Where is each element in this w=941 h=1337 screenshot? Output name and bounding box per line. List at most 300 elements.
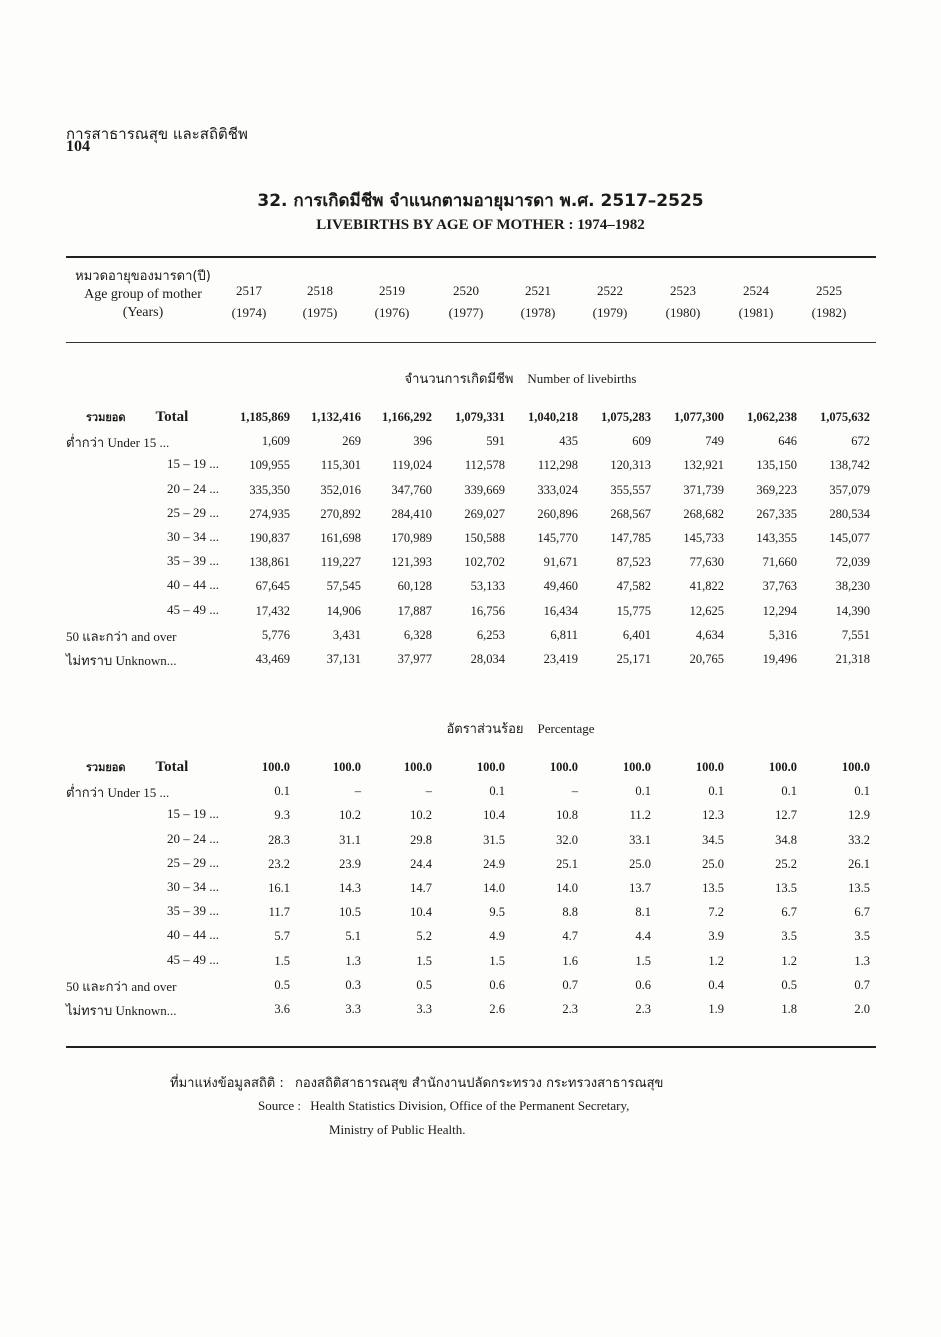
column-year-ce: (1980)	[665, 305, 701, 320]
table-cell: 20,765	[689, 652, 724, 666]
table-cell: 135,150	[756, 458, 797, 473]
row-label	[66, 650, 231, 671]
table-cell: 6,811	[550, 627, 578, 642]
table-cell: 34.8	[775, 832, 797, 847]
row-label-age: 30 – 34 ...	[167, 529, 219, 544]
table-cell: 14.0	[483, 881, 505, 895]
table-cell: 347,760	[391, 482, 432, 497]
column-year-be: 2523	[670, 283, 696, 298]
table-cell: 37,977	[397, 652, 432, 666]
table-cell: 60,128	[397, 579, 432, 594]
table-cell: 28.3	[268, 832, 290, 847]
row-label	[66, 626, 231, 647]
page-number: 104	[66, 138, 90, 155]
table-cell: –	[354, 784, 361, 799]
section-title-thai: จำนวนการเกิดมีชีพ	[404, 372, 514, 387]
table-cell: 339,669	[464, 482, 505, 497]
table-cell: 591	[486, 434, 505, 449]
source-thai	[170, 1072, 663, 1093]
table-cell: 25.1	[556, 856, 578, 871]
table-cell: 1,062,238	[747, 410, 797, 424]
column-header	[575, 280, 645, 324]
row-label-thai: ต่ำกว่า	[66, 786, 105, 802]
table-cell: 23,419	[543, 652, 578, 666]
stub-header-english: Age group of mother	[84, 287, 202, 302]
row-label-english: and over	[131, 628, 177, 644]
row-label-thai: รวมยอด	[86, 411, 126, 424]
header-rule	[66, 342, 876, 343]
column-year-ce: (1981)	[738, 305, 774, 320]
table-cell: 1.8	[781, 1002, 797, 1016]
table-cell: 147,785	[610, 531, 651, 545]
table-cell: 13.5	[848, 881, 870, 895]
row-label-age: 40 – 44 ...	[167, 927, 219, 943]
row-label	[66, 903, 231, 919]
table-cell: 5.2	[416, 929, 432, 944]
table-cell: 34.5	[702, 832, 724, 847]
row-label	[66, 831, 231, 847]
table-cell: 11.2	[629, 808, 651, 823]
row-label-thai: รวมยอด	[86, 761, 126, 774]
row-label	[66, 806, 231, 822]
row-label	[66, 577, 231, 593]
row-label	[66, 952, 231, 968]
table-cell: 352,016	[320, 482, 361, 497]
table-cell: 17,887	[397, 603, 432, 618]
table-cell: 646	[778, 434, 797, 449]
table-cell: 10.4	[410, 905, 432, 920]
table-cell: 100.0	[768, 760, 797, 774]
table-cell: 1.5	[416, 953, 432, 968]
table-cell: 13.7	[629, 881, 651, 895]
row-label-english: and over	[131, 978, 177, 994]
table-cell: 190,837	[249, 531, 290, 545]
table-cell: 11.7	[268, 905, 290, 920]
table-cell: 100.0	[695, 760, 724, 774]
table-cell: 41,822	[689, 579, 724, 594]
table-cell: 1,040,218	[528, 410, 578, 424]
table-cell: 102,702	[464, 555, 505, 570]
column-header	[648, 280, 718, 324]
column-year-be: 2521	[525, 283, 551, 298]
table-cell: 9.5	[489, 905, 505, 920]
table-cell: 145,077	[829, 531, 870, 545]
section-title-percentage	[0, 718, 941, 739]
table-cell: 100.0	[549, 760, 578, 774]
column-header	[214, 280, 284, 324]
table-title-english: LIVEBIRTHS BY AGE OF MOTHER : 1974–1982	[316, 217, 645, 233]
table-cell: 269,027	[464, 506, 505, 521]
table-cell: 7,551	[841, 627, 870, 642]
table-cell: 12.3	[702, 808, 724, 823]
table-cell: 4.7	[562, 929, 578, 944]
section-title-english: Percentage	[537, 721, 595, 736]
table-cell: 1.2	[708, 953, 724, 968]
table-cell: 0.3	[345, 977, 361, 992]
table-cell: 1.5	[635, 953, 651, 968]
table-cell: 0.5	[781, 977, 797, 992]
table-cell: 16,756	[470, 603, 505, 618]
table-cell: 72,039	[835, 555, 870, 570]
table-cell: 13.5	[702, 881, 724, 895]
column-year-ce: (1979)	[592, 305, 628, 320]
table-cell: 100.0	[622, 760, 651, 774]
column-header	[794, 280, 864, 324]
table-cell: 4,634	[695, 627, 724, 642]
table-cell: 67,645	[255, 579, 290, 594]
table-cell: 21,318	[835, 652, 870, 666]
table-cell: 1,132,416	[311, 410, 361, 424]
table-cell: 150,588	[464, 531, 505, 545]
table-cell: 17,432	[255, 603, 290, 618]
table-cell: 8.8	[562, 905, 578, 920]
column-header	[357, 280, 427, 324]
table-cell: 0.6	[635, 977, 651, 992]
table-cell: 145,770	[537, 531, 578, 545]
table-cell: 1,077,300	[674, 410, 724, 424]
table-cell: 1.6	[562, 953, 578, 968]
row-label	[66, 602, 231, 618]
table-cell: 29.8	[410, 832, 432, 847]
table-cell: 71,660	[762, 555, 797, 570]
table-cell: 0.1	[635, 784, 651, 799]
table-cell: 3.3	[416, 1002, 432, 1016]
table-cell: 25.2	[775, 856, 797, 871]
table-cell: 268,567	[610, 506, 651, 521]
table-cell: 7.2	[708, 905, 724, 920]
table-cell: 274,935	[249, 506, 290, 521]
row-label-age: 40 – 44 ...	[167, 577, 219, 593]
table-cell: 0.5	[274, 977, 290, 992]
table-cell: 119,024	[391, 458, 432, 473]
table-cell: 115,301	[320, 458, 361, 473]
row-label	[66, 408, 231, 426]
column-header	[431, 280, 501, 324]
table-cell: 10.2	[410, 808, 432, 823]
column-year-be: 2525	[816, 283, 842, 298]
row-label-prefix: 50	[66, 628, 79, 644]
row-label-english: Under 15 ...	[107, 435, 170, 451]
table-cell: 120,313	[610, 458, 651, 473]
table-cell: 609	[632, 434, 651, 449]
table-cell: 47,582	[616, 579, 651, 594]
table-cell: 0.1	[274, 784, 290, 799]
table-cell: 37,131	[326, 652, 361, 666]
table-cell: 14.3	[339, 881, 361, 895]
stub-header-thai: หมวดอายุของมารดา(ปี)	[75, 269, 211, 284]
table-cell: 357,079	[829, 482, 870, 497]
row-label-english: Total	[155, 409, 189, 425]
row-label-age: 35 – 39 ...	[167, 553, 219, 569]
row-label-thai: ไม่ทราบ	[66, 654, 113, 669]
row-label	[66, 456, 231, 472]
table-cell: 0.4	[708, 977, 724, 992]
table-cell: 138,861	[249, 555, 290, 570]
table-cell: 33.2	[848, 832, 870, 847]
table-cell: 260,896	[537, 506, 578, 521]
table-cell: 0.5	[416, 977, 432, 992]
table-cell: 14,906	[326, 603, 361, 618]
section-title-thai: อัตราส่วนร้อย	[446, 722, 524, 737]
table-cell: 1.3	[854, 953, 870, 968]
table-cell: 25.0	[629, 856, 651, 871]
column-year-be: 2517	[236, 283, 262, 298]
row-label	[66, 432, 231, 453]
table-cell: 284,410	[391, 506, 432, 521]
row-label	[66, 879, 231, 895]
table-cell: 10.8	[556, 808, 578, 823]
table-cell: 268,682	[683, 506, 724, 521]
table-cell: 0.7	[854, 977, 870, 992]
table-cell: 31.1	[339, 832, 361, 847]
source-line-1: Health Statistics Division, Office of the Permanent Secretary,	[310, 1098, 630, 1113]
top-rule	[66, 256, 876, 258]
table-cell: 100.0	[261, 760, 290, 774]
table-cell: 31.5	[483, 832, 505, 847]
table-cell: 10.4	[483, 808, 505, 823]
table-cell: 77,630	[689, 555, 724, 570]
row-label-age: 20 – 24 ...	[167, 480, 219, 496]
table-cell: 1,609	[261, 434, 290, 449]
table-cell: –	[571, 784, 578, 799]
table-cell: 1,075,632	[820, 410, 870, 424]
table-cell: 16,434	[543, 603, 578, 618]
table-cell: 100.0	[476, 760, 505, 774]
row-label	[66, 553, 231, 569]
table-cell: 9.3	[274, 808, 290, 823]
table-cell: 24.4	[410, 856, 432, 871]
source-line-2: Ministry of Public Health.	[329, 1122, 466, 1137]
row-label	[66, 481, 231, 497]
section-title-livebirths	[0, 368, 941, 389]
table-cell: 24.9	[483, 856, 505, 871]
table-cell: 12,625	[689, 603, 724, 618]
table-cell: 87,523	[616, 555, 651, 570]
table-cell: 0.1	[489, 784, 505, 799]
table-cell: 6.7	[781, 905, 797, 920]
table-cell: 1,185,869	[240, 410, 290, 424]
table-cell: 333,024	[537, 482, 578, 497]
row-label	[66, 855, 231, 871]
table-cell: 38,230	[835, 579, 870, 594]
table-cell: 57,545	[326, 579, 361, 594]
table-cell: 138,742	[829, 458, 870, 473]
table-cell: 91,671	[543, 555, 578, 570]
table-cell: 16.1	[268, 881, 290, 895]
table-cell: 355,557	[610, 482, 651, 497]
stub-header-unit: (Years)	[122, 305, 164, 320]
column-header	[503, 280, 573, 324]
table-cell: 112,578	[464, 458, 505, 473]
source-thai-text: กองสถิติสาธารณสุข สำนักงานปลัดกระทรวง กระทรวงสาธารณสุข	[294, 1076, 664, 1091]
table-cell: 15,775	[616, 603, 651, 618]
table-cell: 37,763	[762, 579, 797, 594]
table-cell: 3.5	[781, 929, 797, 944]
table-cell: 12,294	[762, 603, 797, 618]
table-cell: 28,034	[470, 652, 505, 666]
table-cell: 2.6	[489, 1002, 505, 1016]
column-header	[285, 280, 355, 324]
table-cell: 53,133	[470, 579, 505, 594]
column-year-ce: (1978)	[520, 305, 556, 320]
column-year-ce: (1976)	[374, 305, 410, 320]
table-cell: 26.1	[848, 856, 870, 871]
table-cell: 1.9	[708, 1002, 724, 1016]
table-cell: 109,955	[249, 458, 290, 473]
row-label	[66, 927, 231, 943]
table-cell: 6,253	[476, 627, 505, 642]
source-thai-label: ที่มาแห่งข้อมูลสถิติ :	[170, 1076, 284, 1091]
table-cell: 19,496	[762, 652, 797, 666]
table-cell: 100.0	[403, 760, 432, 774]
row-label-prefix: 50	[66, 978, 79, 994]
row-label	[66, 529, 231, 545]
table-cell: 12.9	[848, 808, 870, 823]
table-cell: 3,431	[332, 627, 361, 642]
table-cell: 23.2	[268, 856, 290, 871]
row-label	[66, 758, 231, 776]
table-cell: 1.2	[781, 953, 797, 968]
table-cell: 3.9	[708, 929, 724, 944]
column-year-be: 2519	[379, 283, 405, 298]
table-cell: 369,223	[756, 482, 797, 497]
table-cell: 396	[413, 434, 432, 449]
column-year-be: 2524	[743, 283, 769, 298]
row-label-age: 45 – 49 ...	[167, 601, 219, 617]
row-label-thai: และกว่า	[82, 629, 129, 645]
table-cell: 3.5	[854, 929, 870, 944]
row-label	[66, 976, 231, 997]
table-cell: 6,328	[403, 627, 432, 642]
table-cell: 170,989	[391, 531, 432, 545]
table-cell: 100.0	[841, 760, 870, 774]
column-year-ce: (1977)	[448, 305, 484, 320]
row-label-english: Unknown...	[115, 653, 177, 668]
column-year-ce: (1982)	[811, 305, 847, 320]
table-cell: 267,335	[756, 506, 797, 521]
table-cell: 0.1	[708, 784, 724, 799]
column-year-be: 2520	[453, 283, 479, 298]
table-cell: 5.7	[274, 929, 290, 944]
table-cell: 1.3	[345, 953, 361, 968]
table-cell: 1,079,331	[455, 410, 505, 424]
table-cell: 2.0	[854, 1002, 870, 1016]
bottom-rule	[66, 1046, 876, 1048]
column-year-ce: (1975)	[302, 305, 338, 320]
table-cell: 269	[342, 434, 361, 449]
table-cell: 335,350	[249, 482, 290, 497]
source-english	[258, 1098, 629, 1114]
table-cell: 749	[705, 434, 724, 449]
row-label-english: Unknown...	[115, 1003, 177, 1018]
table-cell: 5,316	[768, 627, 797, 642]
table-cell: 8.1	[635, 905, 651, 920]
table-cell: 1,166,292	[382, 410, 432, 424]
row-label-age: 25 – 29 ...	[167, 504, 219, 520]
row-label-age: 20 – 24 ...	[167, 830, 219, 846]
row-label-thai: และกว่า	[82, 979, 129, 995]
table-cell: 119,227	[320, 555, 361, 570]
row-label-age: 35 – 39 ...	[167, 903, 219, 919]
row-label-thai: ไม่ทราบ	[66, 1004, 113, 1019]
table-cell: 32.0	[556, 832, 578, 847]
source-label: Source :	[258, 1098, 301, 1113]
table-cell: 33.1	[629, 832, 651, 847]
table-cell: 1.5	[489, 953, 505, 968]
table-cell: 49,460	[543, 579, 578, 594]
table-cell: 280,534	[829, 506, 870, 521]
table-cell: 0.1	[854, 784, 870, 799]
table-cell: 145,733	[683, 531, 724, 545]
table-cell: 2.3	[562, 1002, 578, 1016]
table-title-thai: 32. การเกิดมีชีพ จำแนกตามอายุมารดา พ.ศ. 2517–2525	[257, 191, 704, 211]
table-cell: 6.7	[854, 905, 870, 920]
table-cell: 14.0	[556, 881, 578, 895]
table-cell: 161,698	[320, 531, 361, 545]
table-cell: 23.9	[339, 856, 361, 871]
table-cell: 3.6	[274, 1002, 290, 1016]
row-label-thai: ต่ำกว่า	[66, 436, 105, 452]
table-cell: 112,298	[537, 458, 578, 473]
column-year-be: 2518	[307, 283, 333, 298]
row-label	[66, 505, 231, 521]
row-label-age: 15 – 19 ...	[167, 806, 219, 822]
table-cell: 6,401	[622, 627, 651, 642]
table-cell: 0.1	[781, 784, 797, 799]
table-cell: 13.5	[775, 881, 797, 895]
table-cell: 1.5	[274, 953, 290, 968]
table-cell: 14,390	[835, 603, 870, 618]
table-cell: –	[425, 784, 432, 799]
table-cell: 0.7	[562, 977, 578, 992]
table-cell: 435	[559, 434, 578, 449]
table-cell: 25.0	[702, 856, 724, 871]
table-cell: 3.3	[345, 1002, 361, 1016]
table-cell: 121,393	[391, 555, 432, 570]
row-label-age: 25 – 29 ...	[167, 854, 219, 870]
table-cell: 4.9	[489, 929, 505, 944]
row-label-english: Total	[155, 759, 189, 775]
table-cell: 25,171	[616, 652, 651, 666]
section-title-english: Number of livebirths	[527, 371, 637, 386]
column-year-ce: (1974)	[231, 305, 267, 320]
table-cell: 43,469	[255, 652, 290, 666]
row-label	[66, 1000, 231, 1021]
row-label-age: 45 – 49 ...	[167, 951, 219, 967]
table-cell: 672	[851, 434, 870, 449]
stub-header	[58, 268, 228, 322]
table-cell: 2.3	[635, 1002, 651, 1016]
table-cell: 0.6	[489, 977, 505, 992]
table-cell: 5,776	[261, 627, 290, 642]
table-cell: 12.7	[775, 808, 797, 823]
table-cell: 10.2	[339, 808, 361, 823]
running-header: การสาธารณสุข และสถิติชีพ	[66, 125, 248, 143]
table-cell: 4.4	[635, 929, 651, 944]
table-cell: 14.7	[410, 881, 432, 895]
table-cell: 270,892	[320, 506, 361, 521]
table-cell: 143,355	[756, 531, 797, 545]
row-label-age: 15 – 19 ...	[167, 456, 219, 472]
row-label-age: 30 – 34 ...	[167, 879, 219, 894]
table-cell: 100.0	[332, 760, 361, 774]
column-header	[721, 280, 791, 324]
row-label	[66, 782, 231, 803]
table-cell: 1,075,283	[601, 410, 651, 424]
table-cell: 10.5	[339, 905, 361, 920]
table-cell: 5.1	[345, 929, 361, 944]
table-cell: 371,739	[683, 482, 724, 497]
